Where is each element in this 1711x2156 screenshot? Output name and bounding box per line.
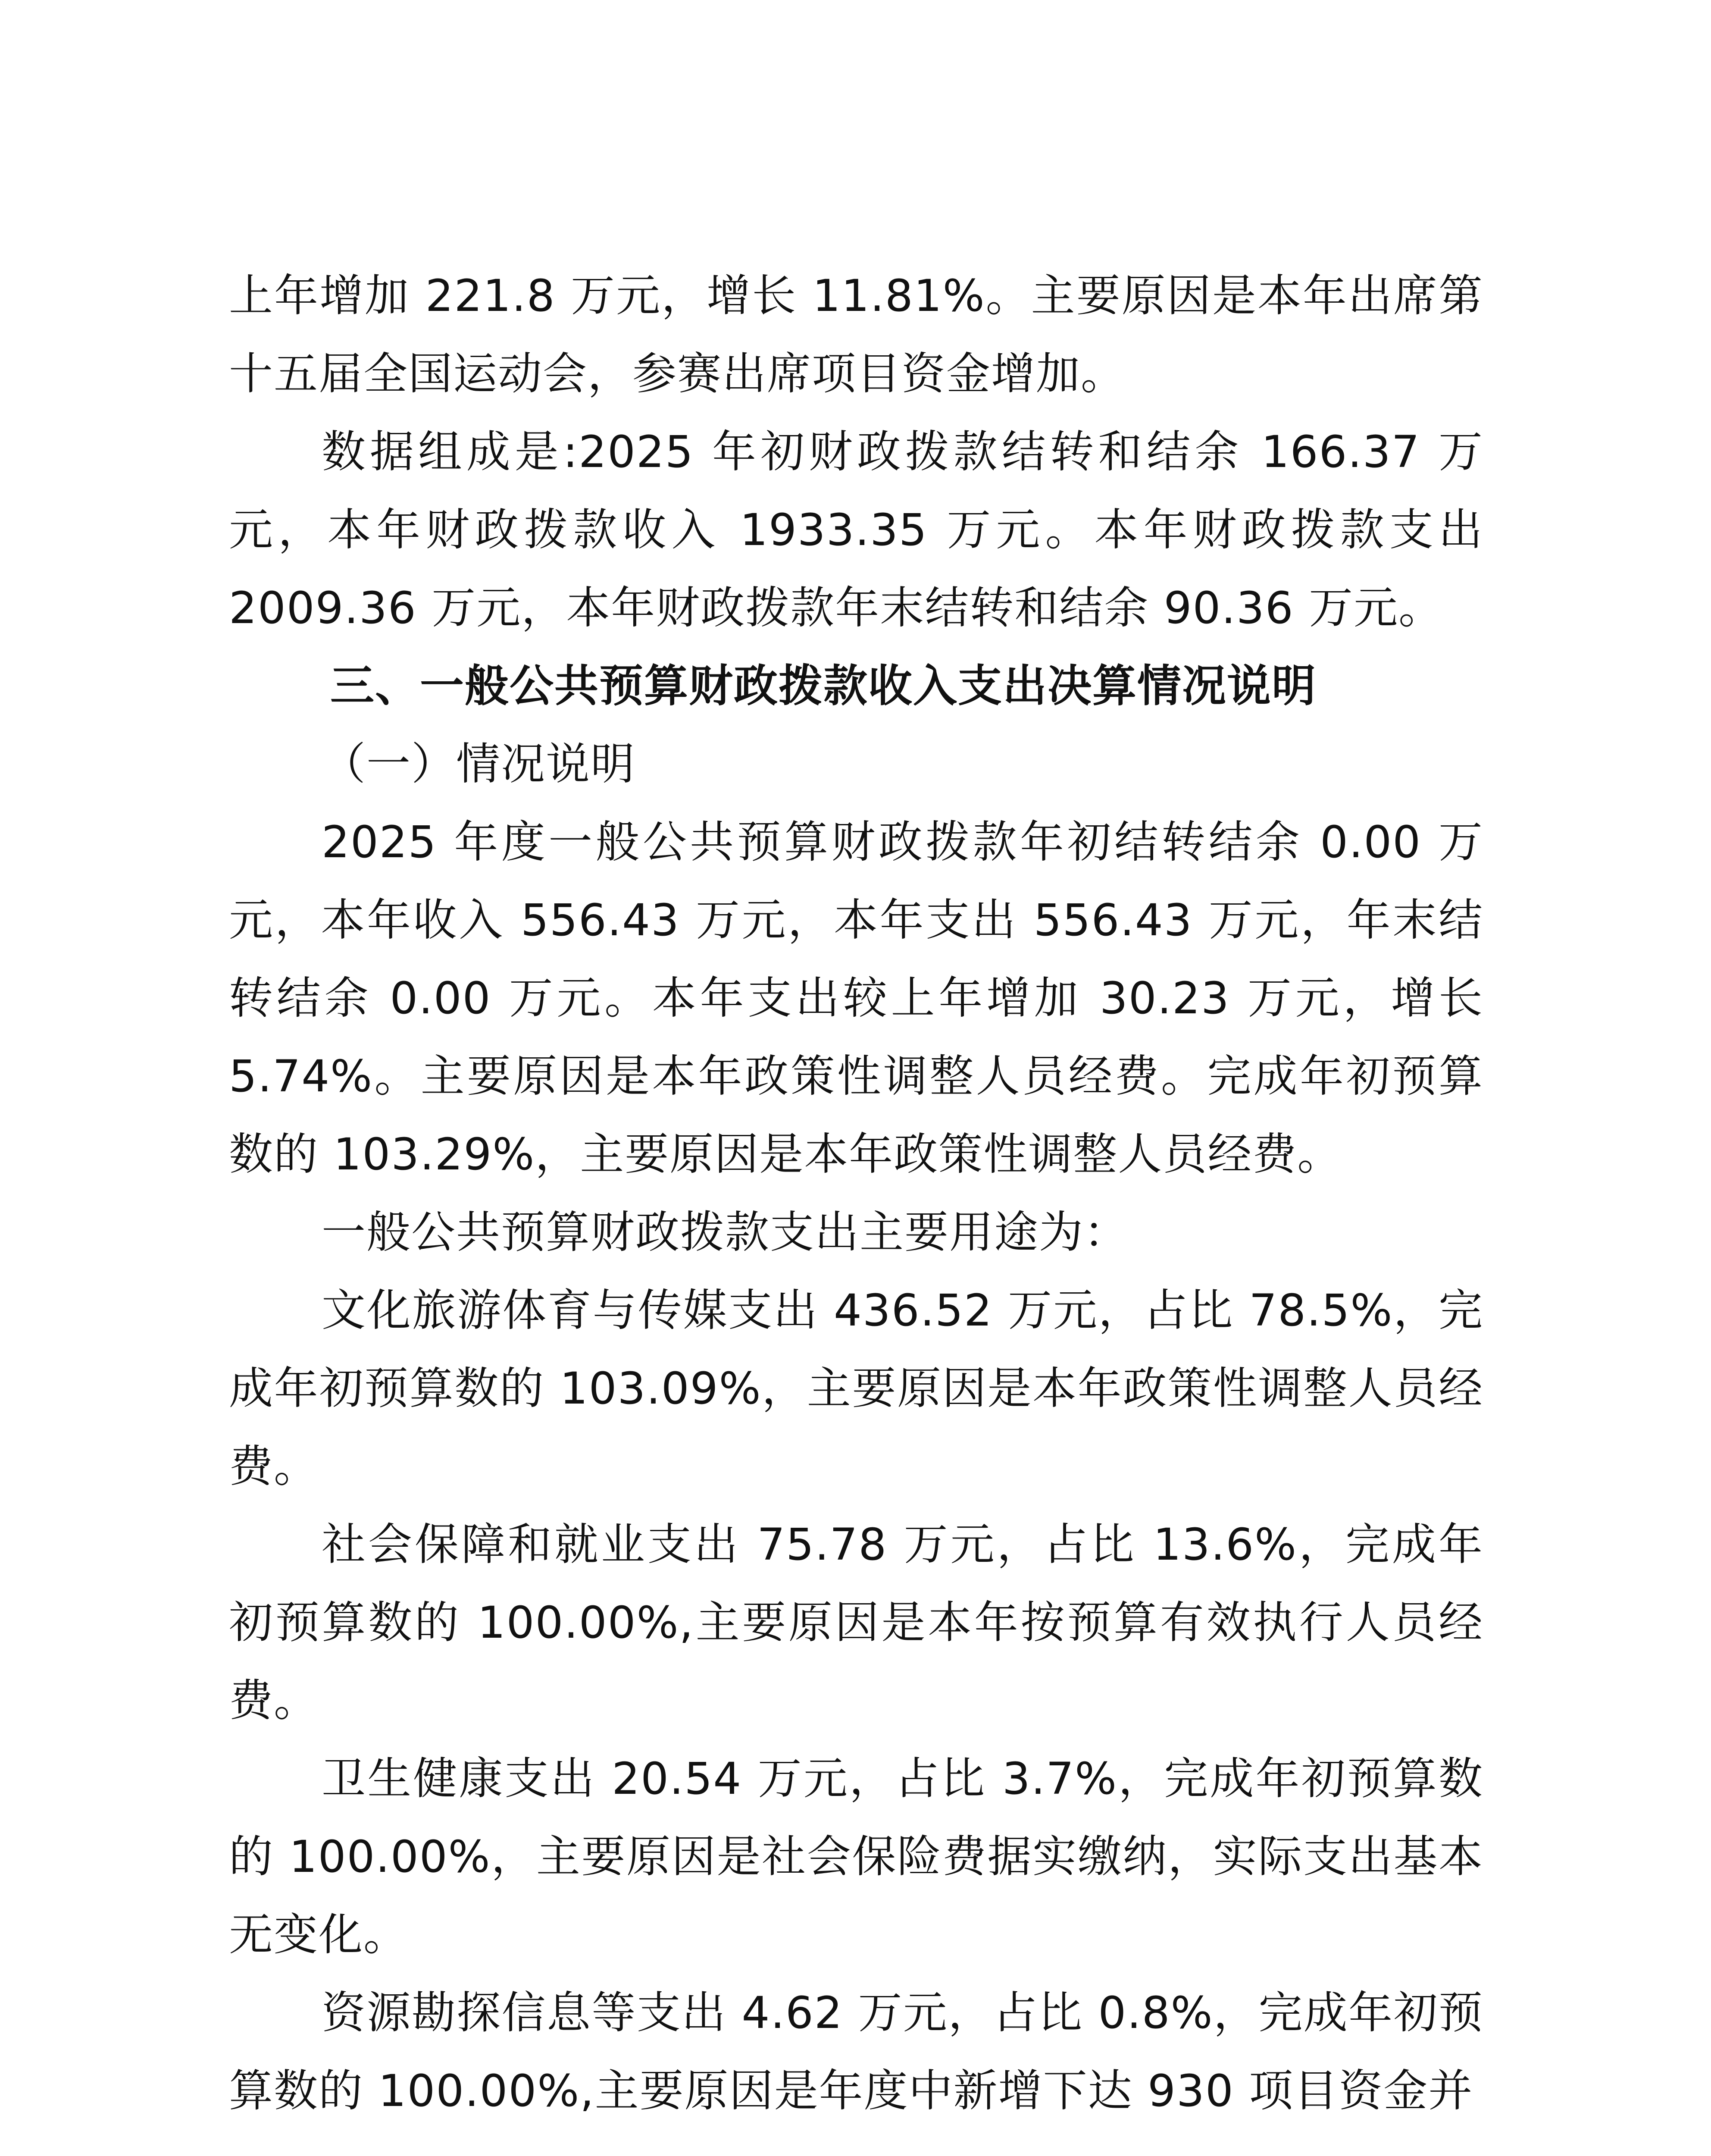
- subsection-heading: （一）情况说明: [322, 739, 635, 790]
- section-heading: 三、一般公共预算财政拨款收入支出决算情况说明: [330, 661, 1317, 712]
- paragraph-health-expenditure: 卫生健康支出 20.54 万元，占比 3.7%，完成年初预算数的 100.00%，主要原因是社会保险费据实缴纳，实际支出基本无变化。: [229, 1753, 1483, 1961]
- paragraph-resource-exploration-expenditure: 资源勘探信息等支出 4.62 万元，占比 0.8%，完成年初预算数的 100.00%,主要原因是年度中新增下达 930 项目资金并: [229, 1987, 1483, 2117]
- paragraph-expenditure-uses-intro: 一般公共预算财政拨款支出主要用途为：: [322, 1207, 1129, 1258]
- paragraph-growth-reason: 上年增加 221.8 万元，增长 11.81%。主要原因是本年出席第十五届全国运动会，参赛出席项目资金增加。: [229, 270, 1483, 400]
- paragraph-data-composition: 数据组成是:2025 年初财政拨款结转和结余 166.37 万元，本年财政拨款收入 1933.35 万元。本年财政拨款支出 2009.36 万元，本年财政拨款年末结转和结余 90.36 万元。: [229, 426, 1483, 634]
- paragraph-general-budget-summary: 2025 年度一般公共预算财政拨款年初结转结余 0.00 万元，本年收入 556.43 万元，本年支出 556.43 万元，年末结转结余 0.00 万元。本年支出较上年增加 30.23 万元，增长 5.74%。主要原因是本年政策性调整人员经费。完成年初预算数的 103.29%，主要原因是本年政策性调整人员经费。: [229, 817, 1483, 1180]
- paragraph-culture-tourism-expenditure: 文化旅游体育与传媒支出 436.52 万元，占比 78.5%，完成年初预算数的 103.09%，主要原因是本年政策性调整人员经费。: [229, 1285, 1483, 1492]
- paragraph-social-security-expenditure: 社会保障和就业支出 75.78 万元，占比 13.6%，完成年初预算数的 100.00%,主要原因是本年按预算有效执行人员经费。: [229, 1519, 1483, 1727]
- document-body: [229, 257, 1483, 2130]
